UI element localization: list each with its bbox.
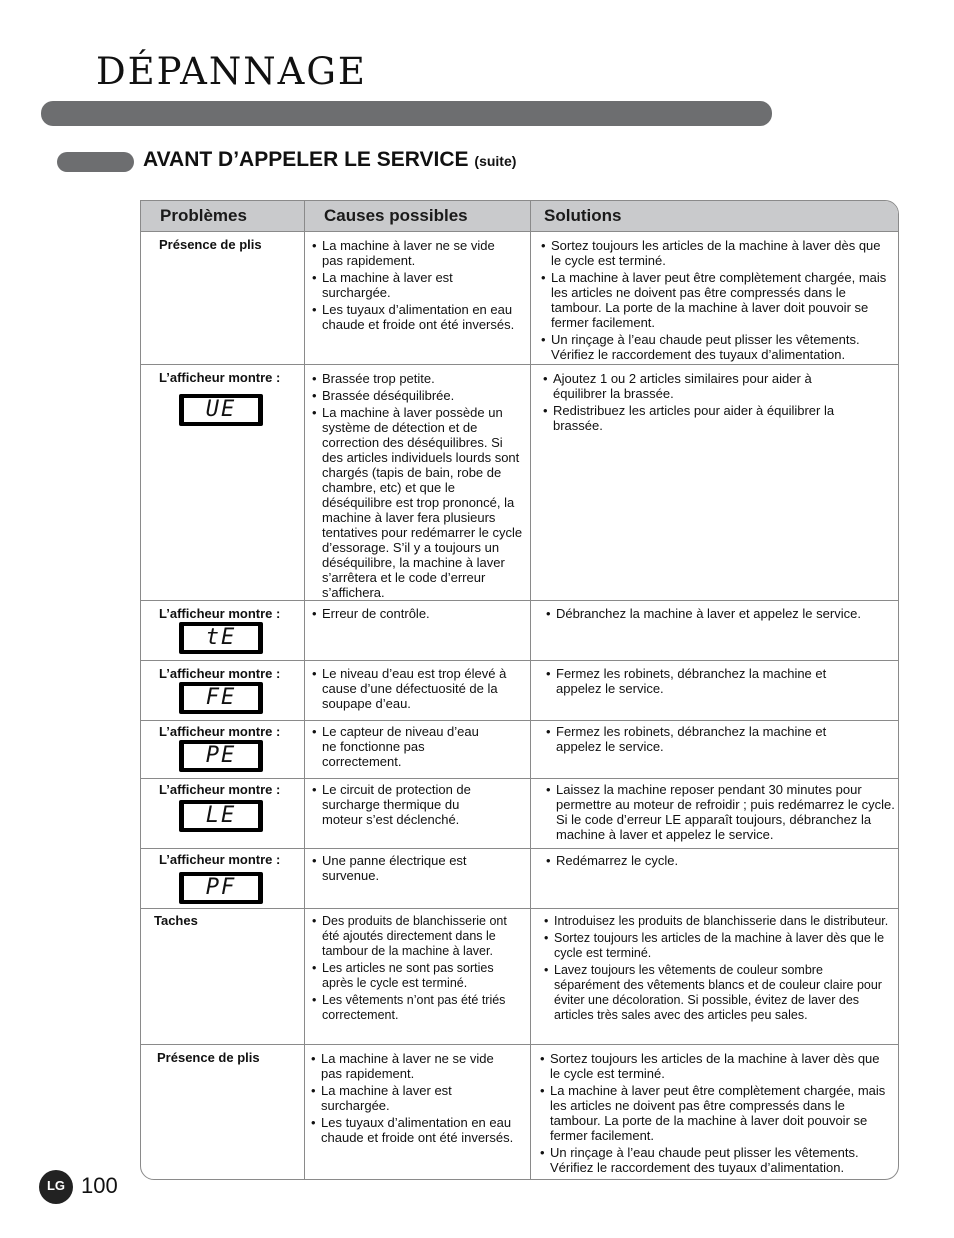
list-item: • La machine à laver possède un système de détection et de correction des déséquilibres. Si des articles individuels lourds sont chargés (tapis de bain, robe de chambre, etc) et que le déséquilibre est trop prononcé, la machine à laver fera plusieurs tentatives pour redémarrer le cycle d’essorage. S’il y a toujours un déséquilibre, la machine à laver s’arrêtera et le code d’erreur s’affichera. xyxy=(312,405,524,600)
list-item: • Des produits de blanchisserie ont été ajoutés directement dans le tambour de la machine à laver. xyxy=(312,914,524,959)
list-item: • Les tuyaux d’alimentation en eau chaude et froide ont été inversés. xyxy=(312,302,517,332)
row-divider xyxy=(141,660,898,661)
list-item: • Laissez la machine reposer pendant 30 minutes pour permettre au moteur de refroidir ; puis redémarrez le cycle. Si le code d’erreur LE apparaît toujours, débranchez la machine à laver et appelez le service. xyxy=(546,782,896,842)
problem-label: Présence de plis xyxy=(159,237,262,252)
causes-list xyxy=(312,238,517,334)
row-divider xyxy=(141,848,898,849)
logo-text: LG xyxy=(46,1178,66,1193)
list-item: • Redistribuez les articles pour aider à équilibrer la brassée. xyxy=(543,403,843,433)
list-item: • La machine à laver ne se vide pas rapidement. xyxy=(312,238,517,268)
list-item: • Les vêtements n’ont pas été triés correctement. xyxy=(312,993,524,1023)
display-lcd xyxy=(179,740,263,772)
list-item: • Un rinçage à l’eau chaude peut plisser les vêtements. Vérifiez le raccordement des tuyaux d’alimentation. xyxy=(541,332,893,362)
causes-list xyxy=(312,724,487,771)
display-code: PE xyxy=(205,743,237,768)
display-code: PF xyxy=(205,875,237,900)
problem-label: L’afficheur montre : xyxy=(159,666,281,681)
list-item: • La machine à laver peut être complètement chargée, mais les articles ne doivent pas être compressés dans le tambour. La porte de la machine à laver doit pouvoir se fermer facilement. xyxy=(541,270,893,330)
list-item: • Fermez les robinets, débranchez la machine et appelez le service. xyxy=(546,666,856,696)
causes-list xyxy=(312,666,517,713)
solutions-list xyxy=(540,1051,892,1177)
solutions-list xyxy=(546,782,896,844)
table-header xyxy=(141,201,898,232)
header-problems: Problèmes xyxy=(160,206,247,225)
list-item: • Sortez toujours les articles de la machine à laver dès que le cycle est terminé. xyxy=(541,238,893,268)
list-item: • Débranchez la machine à laver et appelez le service. xyxy=(546,606,896,621)
list-item: • Le capteur de niveau d’eau ne fonctionne pas correctement. xyxy=(312,724,487,769)
list-item: • La machine à laver est surchargée. xyxy=(312,270,517,300)
list-item: • Une panne électrique est survenue. xyxy=(312,853,502,883)
section-heading xyxy=(143,148,516,172)
list-item: • La machine à laver peut être complètement chargée, mais les articles ne doivent pas être compressés dans le tambour. La porte de la machine à laver doit pouvoir se fermer facilement. xyxy=(540,1083,892,1143)
causes-list xyxy=(312,606,524,623)
problem-label: L’afficheur montre : xyxy=(159,370,281,385)
list-item: • Lavez toujours les vêtements de couleur sombre séparément des vêtements blancs et de couleur claire pour éviter une décoloration. Si possible, évitez de laver des articles très sales avec des articles peu sales. xyxy=(544,963,889,1023)
causes-list xyxy=(312,914,524,1025)
row-divider xyxy=(141,1044,898,1045)
display-lcd xyxy=(179,394,263,426)
list-item: • Le niveau d’eau est trop élevé à cause d’une défectuosité de la soupape d’eau. xyxy=(312,666,517,711)
list-item: • Brassée trop petite. xyxy=(312,371,524,386)
list-item: • Les tuyaux d’alimentation en eau chaude et froide ont été inversés. xyxy=(311,1115,516,1145)
problem-label: L’afficheur montre : xyxy=(159,724,281,739)
list-item: • La machine à laver est surchargée. xyxy=(311,1083,516,1113)
list-item: • Un rinçage à l’eau chaude peut plisser les vêtements. Vérifiez le raccordement des tuyaux d’alimentation. xyxy=(540,1145,892,1175)
section-suffix: (suite) xyxy=(474,153,517,169)
display-lcd xyxy=(179,682,263,714)
display-code: tE xyxy=(205,625,237,650)
list-item: • Les articles ne sont pas sorties après le cycle est terminé. xyxy=(312,961,524,991)
display-code: UE xyxy=(205,397,237,422)
causes-list xyxy=(312,782,502,829)
lg-logo-icon xyxy=(39,1170,73,1204)
display-lcd xyxy=(179,622,263,654)
title-bar xyxy=(41,101,772,126)
header-causes: Causes possibles xyxy=(324,206,468,225)
list-item: • Brassée déséquilibrée. xyxy=(312,388,524,403)
display-lcd xyxy=(179,800,263,832)
problem-label: L’afficheur montre : xyxy=(159,782,281,797)
row-divider xyxy=(141,778,898,779)
display-lcd xyxy=(179,872,263,904)
causes-list xyxy=(312,371,524,602)
problem-label: Présence de plis xyxy=(157,1050,260,1065)
troubleshooting-table xyxy=(140,200,899,1180)
solutions-list xyxy=(546,606,896,623)
solutions-list xyxy=(543,371,843,435)
causes-list xyxy=(311,1051,516,1147)
list-item: • Le circuit de protection de surcharge thermique du moteur s’est déclenché. xyxy=(312,782,502,827)
section-heading-text: AVANT D’APPELER LE SERVICE xyxy=(143,148,469,171)
row-divider xyxy=(141,364,898,365)
list-item: • Introduisez les produits de blanchisserie dans le distributeur. xyxy=(544,914,889,929)
page-title: DÉPANNAGE xyxy=(96,50,367,93)
solutions-list xyxy=(546,853,896,870)
causes-list xyxy=(312,853,502,885)
display-code: LE xyxy=(205,803,237,828)
display-code: FE xyxy=(205,685,237,710)
page-number: 100 xyxy=(81,1173,118,1198)
list-item: • Redémarrez le cycle. xyxy=(546,853,896,868)
row-divider xyxy=(141,908,898,909)
section-pill xyxy=(57,152,134,172)
column-divider xyxy=(530,201,531,1179)
solutions-list xyxy=(544,914,889,1025)
solutions-list xyxy=(541,238,893,364)
column-divider xyxy=(304,201,305,1179)
solutions-list xyxy=(546,666,856,698)
list-item: • Sortez toujours les articles de la machine à laver dès que le cycle est terminé. xyxy=(540,1051,892,1081)
row-divider xyxy=(141,720,898,721)
solutions-list xyxy=(546,724,856,756)
problem-label: L’afficheur montre : xyxy=(159,852,281,867)
problem-label: Taches xyxy=(154,913,198,928)
list-item: • Ajoutez 1 ou 2 articles similaires pour aider à équilibrer la brassée. xyxy=(543,371,843,401)
list-item: • La machine à laver ne se vide pas rapidement. xyxy=(311,1051,516,1081)
list-item: • Sortez toujours les articles de la machine à laver dès que le cycle est terminé. xyxy=(544,931,889,961)
problem-label: L’afficheur montre : xyxy=(159,606,281,621)
list-item: • Erreur de contrôle. xyxy=(312,606,524,621)
header-solutions: Solutions xyxy=(544,206,622,225)
list-item: • Fermez les robinets, débranchez la machine et appelez le service. xyxy=(546,724,856,754)
